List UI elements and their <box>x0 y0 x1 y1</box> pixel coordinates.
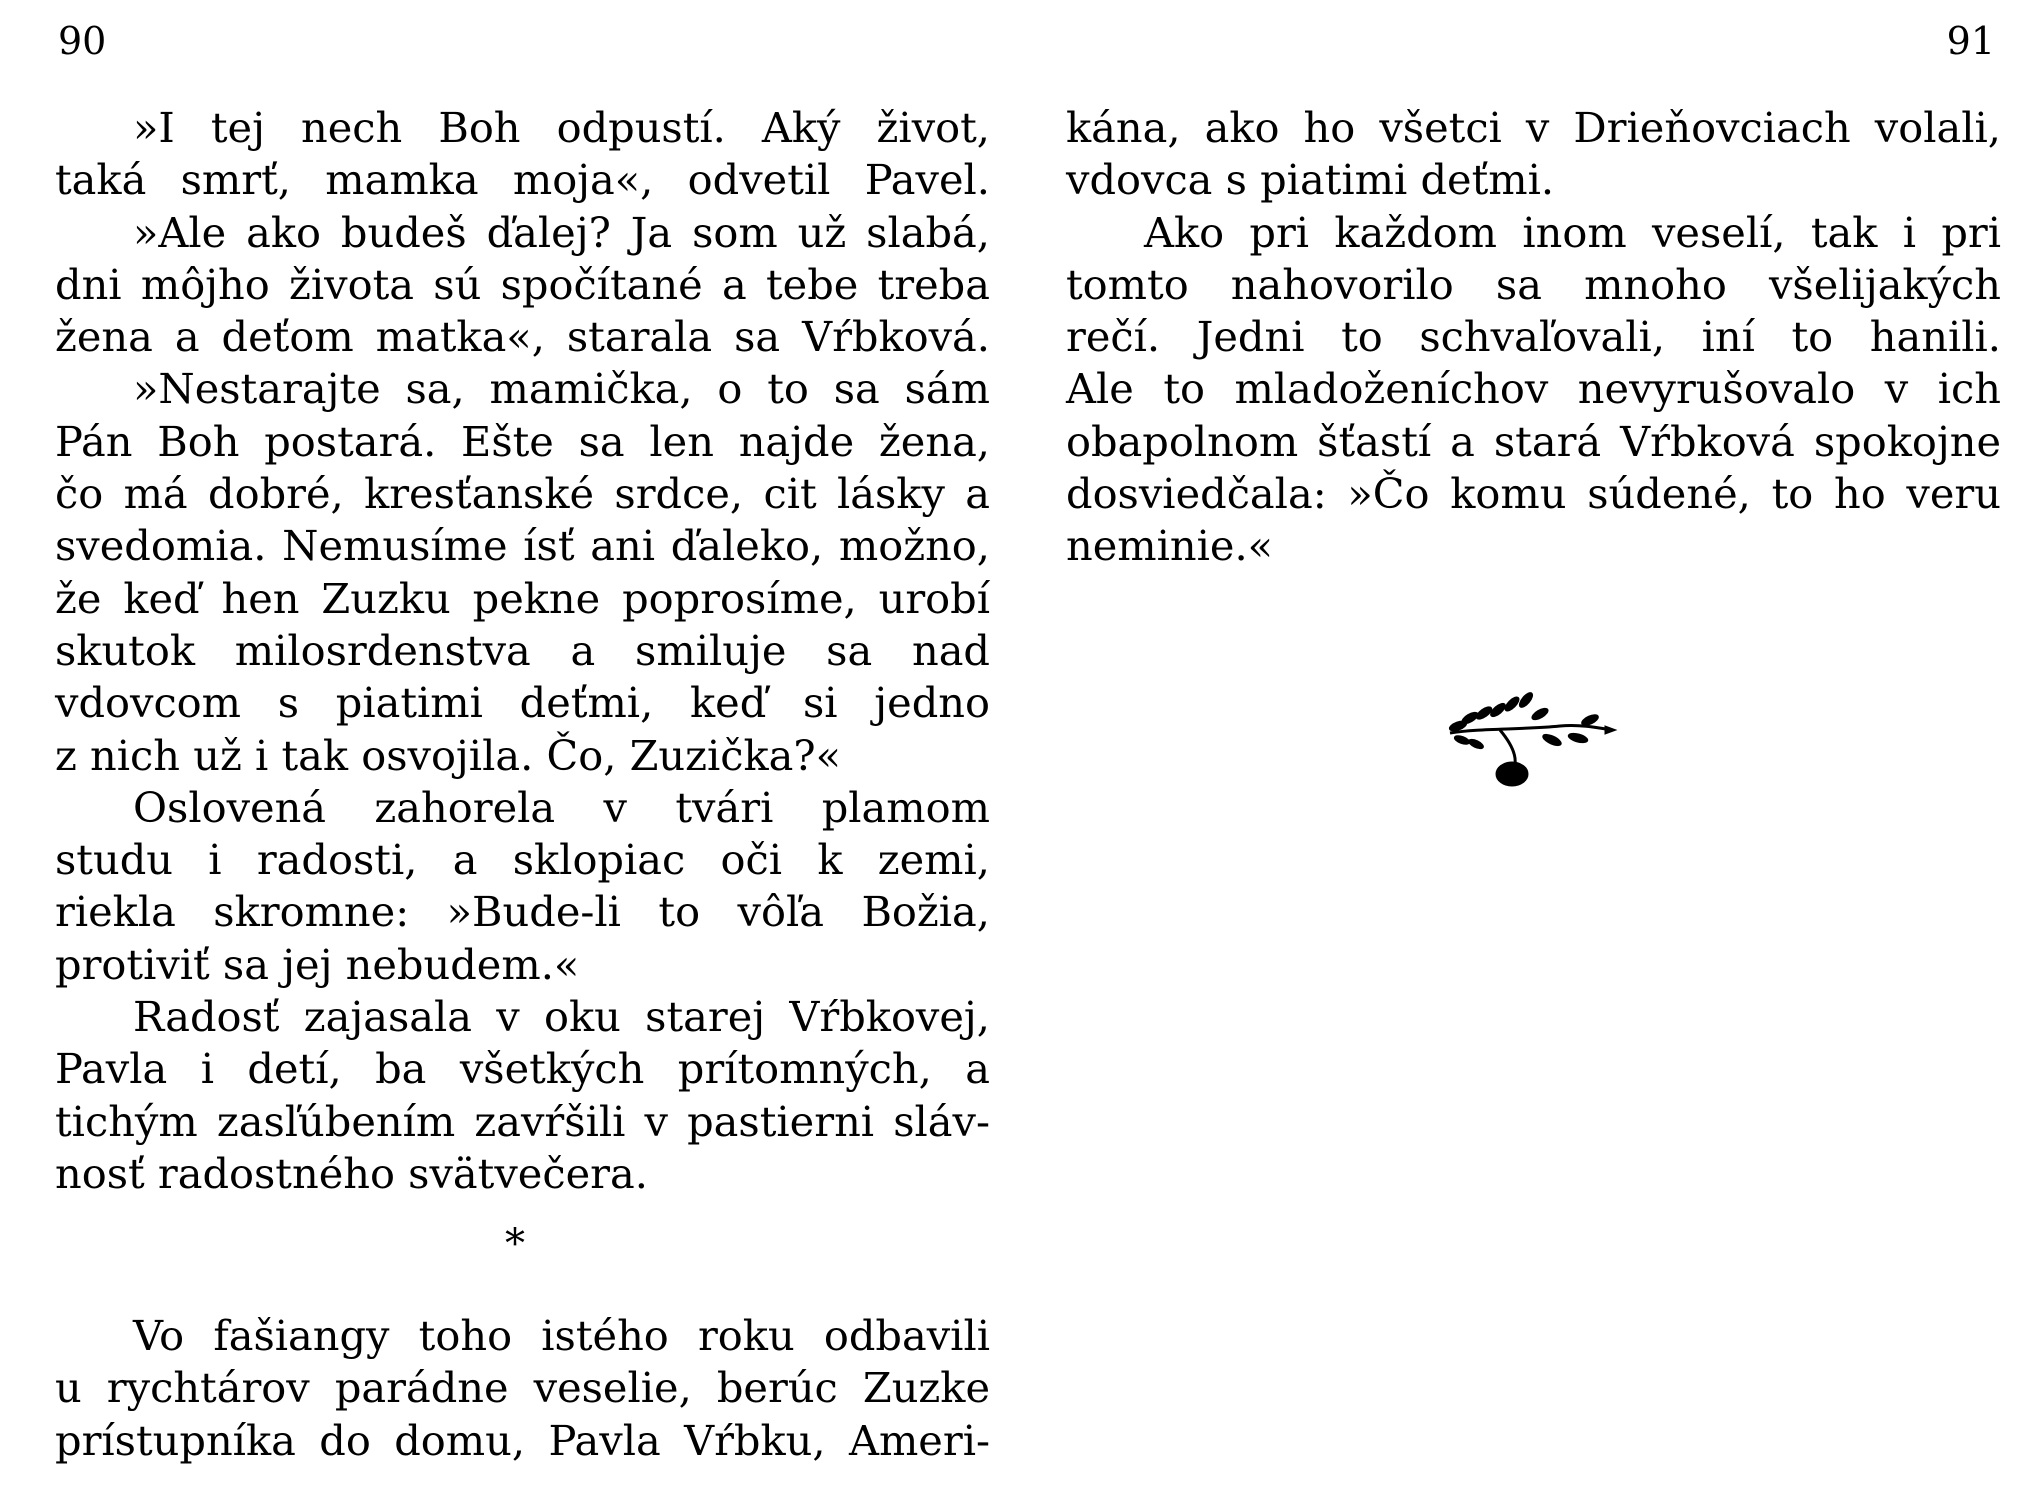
text-line: nosť radostného svätvečera. <box>55 1148 648 1198</box>
text-line: svedomia. Nemusíme ísť ani ďaleko, možno, <box>55 521 990 571</box>
section-separator: * <box>505 1221 525 1267</box>
text-line: dosviedčala: »Čo komu súdené, to ho veru <box>1066 469 2001 519</box>
text-line: skutok milosrdenstva a smiluje sa nad <box>55 625 990 675</box>
text-line: protiviť sa jej nebudem.« <box>55 939 580 989</box>
text-line: u rychtárov parádne veselie, berúc Zuzke <box>55 1363 990 1413</box>
text-line: riekla skromne: »Bude-li to vôľa Božia, <box>55 887 990 937</box>
text-line: Pavla i detí, ba všetkých prítomných, a <box>55 1044 990 1094</box>
text-line: Ako pri každom inom veselí, tak i pri <box>1144 207 2001 257</box>
text-line: Vo fašiangy toho istého roku odbavili <box>133 1311 990 1360</box>
text-line: Radosť zajasala v oku starej Vŕbkovej, <box>133 992 990 1042</box>
text-line: prístupníka do domu, Pavla Vŕbku, Ameri- <box>55 1415 990 1465</box>
text-line: že keď hen Zuzku pekne poprosíme, urobí <box>55 573 990 623</box>
text-line: čo má dobré, kresťanské srdce, cit lásky a <box>55 469 990 519</box>
floral-ornament-icon <box>1440 688 1620 788</box>
text-line: »Nestarajte sa, mamička, o to sa sám <box>133 364 990 414</box>
page-number-right: 91 <box>1946 19 1995 63</box>
text-line: z nich už i tak osvojila. Čo, Zuzička?« <box>55 730 842 780</box>
text-line: dni môjho života sú spočítané a tebe treba <box>55 259 990 309</box>
text-line: kána, ako ho všetci v Drieňovciach volali, <box>1066 103 2001 152</box>
text-line: tichým zasľúbením zavŕšili v pastierni sláv- <box>55 1096 990 1146</box>
text-line: taká smrť, mamka moja«, odvetil Pavel. <box>55 155 990 205</box>
text-line: Pán Boh postará. Ešte sa len najde žena, <box>55 416 990 466</box>
right-page-text <box>1066 102 2001 573</box>
left-page-text <box>55 102 990 1200</box>
text-line: Oslovená zahorela v tvári plamom <box>133 782 990 832</box>
text-line: »Ale ako budeš ďalej? Ja som už slabá, <box>133 207 990 257</box>
text-line: vdovcom s piatimi deťmi, keď si jedno <box>55 678 990 728</box>
text-line: neminie.« <box>1066 521 1274 571</box>
left-page-text-continued <box>55 1310 990 1467</box>
text-line: žena a deťom matka«, starala sa Vŕbková. <box>55 312 990 362</box>
text-line: vdovca s piatimi deťmi. <box>1066 155 1555 205</box>
page-number-left: 90 <box>58 19 107 63</box>
text-line: Ale to mladoženíchov nevyrušovalo v ich <box>1066 364 2001 414</box>
text-line: obapolnom šťastí a stará Vŕbková spokojne <box>1066 416 2001 466</box>
text-line: studu i radosti, a sklopiac oči k zemi, <box>55 835 990 885</box>
text-line: rečí. Jedni to schvaľovali, iní to hanili. <box>1066 312 2001 362</box>
text-line: »I tej nech Boh odpustí. Aký život, <box>133 103 990 152</box>
text-line: tomto nahovorilo sa mnoho všelijakých <box>1066 259 2001 309</box>
